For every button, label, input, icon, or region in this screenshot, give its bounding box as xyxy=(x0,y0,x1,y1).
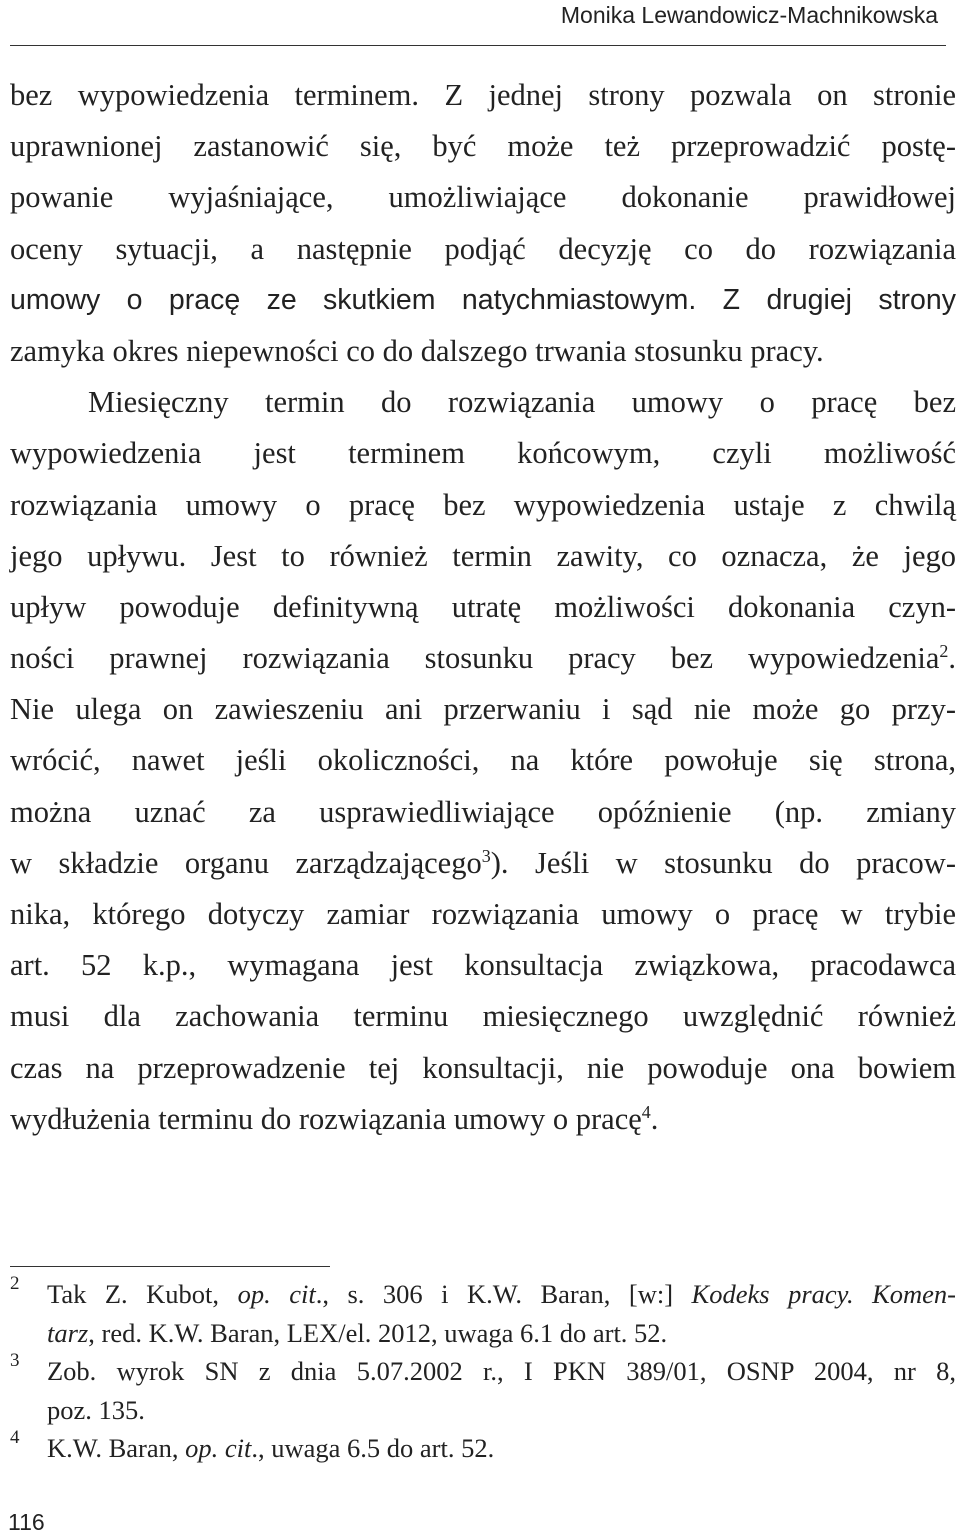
body-line-end: . xyxy=(650,1101,659,1136)
body-line: jego upływu. Jest to również termin zawity, co oznacza, że jego xyxy=(10,538,956,573)
footnote-line xyxy=(47,1314,956,1353)
footnote-line xyxy=(47,1275,956,1314)
footnote-number: 4 xyxy=(10,1427,20,1448)
footnote-4 xyxy=(10,1429,956,1468)
body-line: Miesięczny termin do rozwiązania umowy o pracę bez xyxy=(88,385,956,420)
body-line-text: wydłużenia terminu do rozwiązania umowy o pracę xyxy=(10,1101,642,1136)
footnote-3 xyxy=(10,1352,956,1429)
footnote-text: ., s. 306 i K.W. Baran, [w:] xyxy=(315,1279,692,1309)
body-line-with-footnote-3 xyxy=(10,838,956,889)
body-line: musi dla zachowania terminu miesięcznego uwzględnić również xyxy=(10,999,956,1034)
body-line: czas na przeprowadzenie tej konsultacji, nie powoduje ona bowiem xyxy=(10,1050,956,1085)
footnote-line xyxy=(47,1429,956,1468)
body-line: można uznać za usprawiedliwiające opóźnienie (np. zmiany xyxy=(10,794,956,829)
body-line: bez wypowiedzenia terminem. Z jednej strony pozwala on stronie xyxy=(10,78,956,112)
body-line: umowy o pracę ze skutkiem natychmiastowym. Z drugiej strony xyxy=(10,283,956,316)
body-line: powanie wyjaśniające, umożliwiające dokonanie prawidłowej xyxy=(10,180,956,215)
body-line-text: ). Jeśli w stosunku do pracow- xyxy=(490,845,956,880)
running-head xyxy=(10,0,946,46)
footnote-italic: tarz xyxy=(47,1317,89,1348)
footnote-number: 2 xyxy=(10,1273,20,1294)
footnote-italic: Kodeks pracy. Komen- xyxy=(691,1279,956,1309)
footnote-ref-2[interactable]: 2 xyxy=(939,640,949,661)
body-line: uprawnionej zastanowić się, być może też przeprowadzić postę- xyxy=(10,129,956,164)
footnote-text: , red. K.W. Baran, LEX/el. 2012, uwaga 6.1 do art. 52. xyxy=(88,1317,668,1348)
body-line: wrócić, nawet jeśli okoliczności, na które powołuje się strona, xyxy=(10,743,956,778)
footnote-line: Zob. wyrok SN z dnia 5.07.2002 r., I PKN 389/01, OSNP 2004, nr 8, xyxy=(47,1356,956,1386)
body-line: oceny sytuacji, a następnie podjąć decyzję co do rozwiązania xyxy=(10,231,956,266)
footnote-2 xyxy=(10,1275,956,1352)
body-line: zamyka okres niepewności co do dalszego trwania stosunku pracy. xyxy=(10,333,824,368)
body-line-text: ności prawnej rozwiązania stosunku pracy bez wypowiedzenia xyxy=(10,641,940,676)
footnote-ref-4[interactable]: 4 xyxy=(641,1101,651,1122)
running-head-author: Monika Lewandowicz-Machnikowska xyxy=(560,2,938,28)
footnote-ref-3[interactable]: 3 xyxy=(481,845,491,866)
body-line: rozwiązania umowy o pracę bez wypowiedzenia ustaje z chwilą xyxy=(10,487,956,522)
footnote-text: ., uwaga 6.5 do art. 52. xyxy=(251,1433,495,1463)
footnote-number: 3 xyxy=(10,1350,20,1371)
footnote-italic: op. cit xyxy=(185,1433,252,1463)
body-line-text: w składzie organu zarządzającego xyxy=(10,845,482,880)
page-number: 116 xyxy=(8,1509,45,1535)
body-line: wypowiedzenia jest terminem końcowym, czyli możliwość xyxy=(10,436,956,471)
body-text xyxy=(10,70,956,1145)
body-line-end: . xyxy=(948,641,956,676)
body-line-with-footnote-2 xyxy=(10,633,956,684)
body-line: upływ powoduje definitywną utratę możliwości dokonania czyn- xyxy=(10,589,956,624)
body-line: art. 52 k.p., wymagana jest konsultacja związkowa, pracodawca xyxy=(10,948,956,983)
body-line-with-footnote-4 xyxy=(10,1094,956,1145)
footnote-separator xyxy=(10,1266,330,1267)
footnote-line: poz. 135. xyxy=(47,1394,145,1425)
footnotes xyxy=(10,1275,956,1468)
footnote-text: Tak Z. Kubot, xyxy=(47,1279,238,1309)
footnote-text: K.W. Baran, xyxy=(47,1433,186,1463)
body-line: nika, którego dotyczy zamiar rozwiązania umowy o pracę w trybie xyxy=(10,897,956,931)
footnote-italic: op. cit xyxy=(237,1279,316,1309)
body-line: Nie ulega on zawieszeniu ani przerwaniu i sąd nie może go przy- xyxy=(10,692,956,727)
